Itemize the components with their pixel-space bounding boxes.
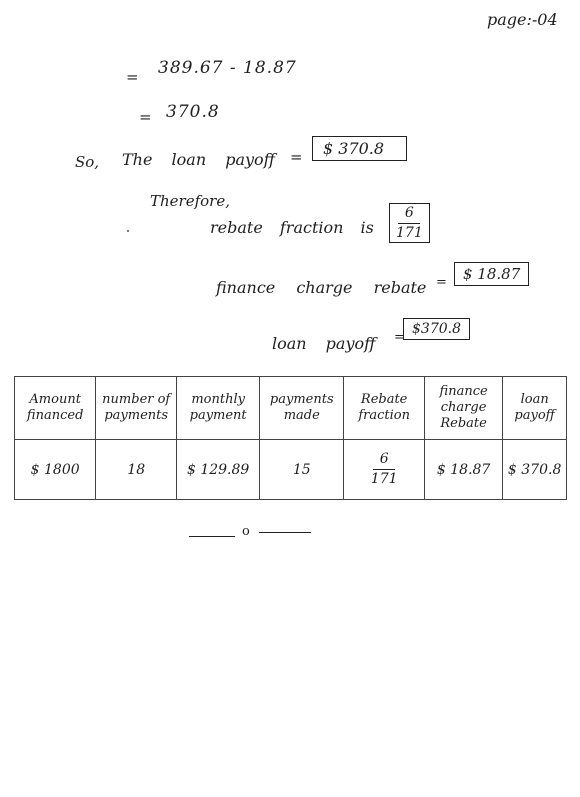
loan-payoff-label-2: loan payoff bbox=[272, 334, 376, 353]
cell-number-of-payments: 18 bbox=[96, 440, 177, 500]
calc-line-2-value: 370.8 bbox=[166, 102, 220, 122]
cell-finance-charge-rebate: $ 18.87 bbox=[424, 440, 502, 500]
table-fraction-denominator: 171 bbox=[370, 471, 398, 487]
cell-monthly-payment: $ 129.89 bbox=[177, 440, 260, 500]
end-mark: o bbox=[242, 524, 250, 539]
table-header-row bbox=[15, 377, 567, 440]
calc-line-1-expression: 389.67 - 18.87 bbox=[158, 58, 297, 78]
cell-payments-made: 15 bbox=[260, 440, 344, 500]
table-fraction-numerator: 6 bbox=[379, 451, 389, 468]
table-fraction bbox=[369, 452, 400, 486]
calc-line-1-equals: = bbox=[126, 68, 139, 86]
loan-payoff-statement: The loan payoff bbox=[122, 150, 275, 169]
stray-dot bbox=[127, 230, 129, 232]
loan-payoff-box-2: $370.8 bbox=[403, 318, 470, 340]
fraction-bar bbox=[373, 469, 395, 470]
cell-rebate-fraction bbox=[344, 440, 425, 500]
so-word: So, bbox=[75, 153, 100, 171]
loan-payoff-equals: = bbox=[290, 148, 303, 166]
rebate-fraction-denominator: 171 bbox=[396, 224, 423, 241]
therefore-word: Therefore, bbox=[150, 192, 230, 210]
cell-loan-payoff: $ 370.8 bbox=[503, 440, 567, 500]
header-loan-payoff: loan payoff bbox=[503, 377, 567, 440]
loan-payoff-equals-2: = bbox=[394, 330, 405, 345]
cell-amount-financed: $ 1800 bbox=[15, 440, 96, 500]
rebate-fraction-box bbox=[389, 203, 430, 243]
loan-summary-table bbox=[14, 376, 567, 500]
header-finance-charge-rebate: finance charge Rebate bbox=[424, 377, 502, 440]
finance-charge-rebate-box: $ 18.87 bbox=[454, 262, 529, 286]
header-amount-financed: Amount financed bbox=[15, 377, 96, 440]
header-monthly-payment: monthly payment bbox=[177, 377, 260, 440]
finance-charge-rebate-equals: = bbox=[436, 275, 447, 290]
rebate-fraction-label: rebate fraction is bbox=[210, 218, 374, 237]
table-row bbox=[15, 440, 567, 500]
end-line-left bbox=[189, 536, 235, 537]
calc-line-2-equals: = bbox=[139, 108, 152, 126]
rebate-fraction-numerator: 6 bbox=[404, 205, 414, 221]
header-rebate-fraction: Rebate fraction bbox=[344, 377, 425, 440]
header-payments-made: payments made bbox=[260, 377, 344, 440]
page-number: page:-04 bbox=[487, 10, 558, 29]
end-line-right bbox=[259, 532, 311, 533]
fraction-bar bbox=[398, 223, 420, 224]
finance-charge-rebate-label: finance charge rebate bbox=[216, 278, 427, 297]
header-number-of-payments: number of payments bbox=[96, 377, 177, 440]
loan-payoff-result-box: $ 370.8 bbox=[312, 136, 407, 161]
